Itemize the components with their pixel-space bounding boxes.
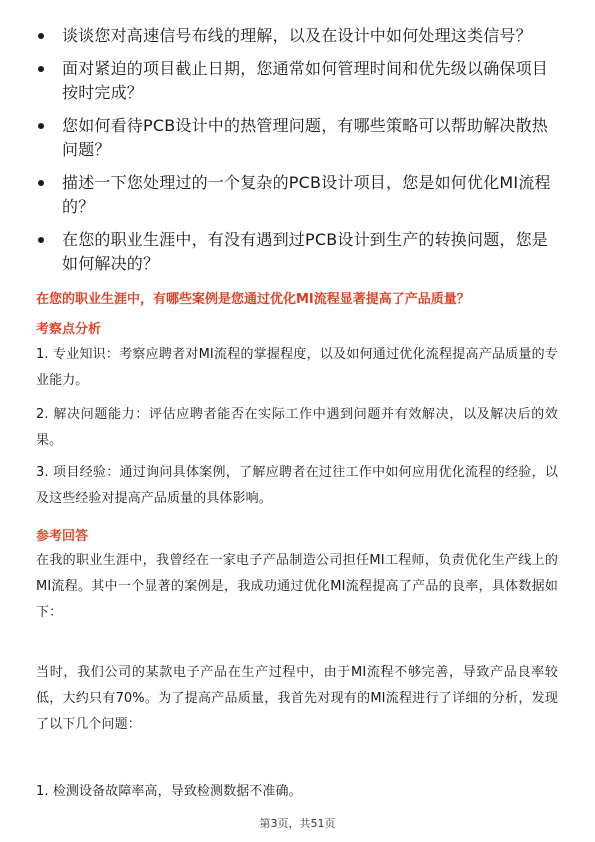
- bullet-item: [36, 114, 562, 162]
- analysis-item: 1. 专业知识：考察应聘者对MI流程的掌握程度，以及如何通过优化流程提高产品质量的专业能力。: [36, 347, 558, 388]
- bullet-text: 描述一下您处理过的一个复杂的PCB设计项目，您是如何优化MI流程的？: [62, 173, 551, 216]
- analysis-item: 2. 解决问题能力：评估应聘者能否在实际工作中遇到问题并有效解决，以及解决后的效果。: [36, 407, 558, 448]
- analysis-item: 3. 项目经验：通过询问具体案例，了解应聘者在过往工作中如何应用优化流程的经验，以及这些经验对提高产品质量的具体影响。: [36, 465, 558, 506]
- answer-paragraph: 当时，我们公司的某款电子产品在生产过程中，由于MI流程不够完善，导致产品良率较低，大约只有70%。为了提高产品质量，我首先对现有的MI流程进行了详细的分析，发现了以下几个问题：: [36, 665, 558, 732]
- bullet-dot-icon: [38, 180, 44, 186]
- answer-heading: 参考回答: [36, 529, 89, 544]
- bullet-item: [36, 24, 562, 48]
- bullet-text: 谈谈您对高速信号布线的理解，以及在设计中如何处理这类信号？: [62, 26, 532, 45]
- bullet-text: 在您的职业生涯中，有没有遇到过PCB设计到生产的转换问题，您是如何解决的？: [62, 230, 548, 273]
- bullet-item: [36, 57, 562, 105]
- answer-paragraph: 在我的职业生涯中，我曾经在一家电子产品制造公司担任MI工程师，负责优化生产线上的MI流程。其中一个显著的案例是，我成功通过优化MI流程提高了产品的良率，具体数据如下：: [36, 553, 558, 620]
- page-number: 第3页，共51页: [259, 817, 336, 830]
- bullet-item: [36, 228, 562, 276]
- bullet-text: 面对紧迫的项目截止日期，您通常如何管理时间和优先级以确保项目按时完成？: [62, 59, 549, 102]
- bullet-dot-icon: [38, 33, 44, 39]
- answer-paragraph: 1. 检测设备故障率高，导致检测数据不准确。: [36, 784, 302, 799]
- bullet-dot-icon: [38, 237, 44, 243]
- bullet-text: 您如何看待PCB设计中的热管理问题，有哪些策略可以帮助解决散热问题？: [62, 116, 548, 159]
- bullet-dot-icon: [38, 123, 44, 129]
- analysis-heading: 考察点分析: [36, 322, 102, 337]
- bullet-dot-icon: [38, 66, 44, 72]
- interview-question-title: 在您的职业生涯中，有哪些案例是您通过优化MI流程显著提高了产品质量？: [36, 292, 470, 307]
- bullet-item: [36, 171, 562, 219]
- question-bullet-list: [36, 24, 562, 285]
